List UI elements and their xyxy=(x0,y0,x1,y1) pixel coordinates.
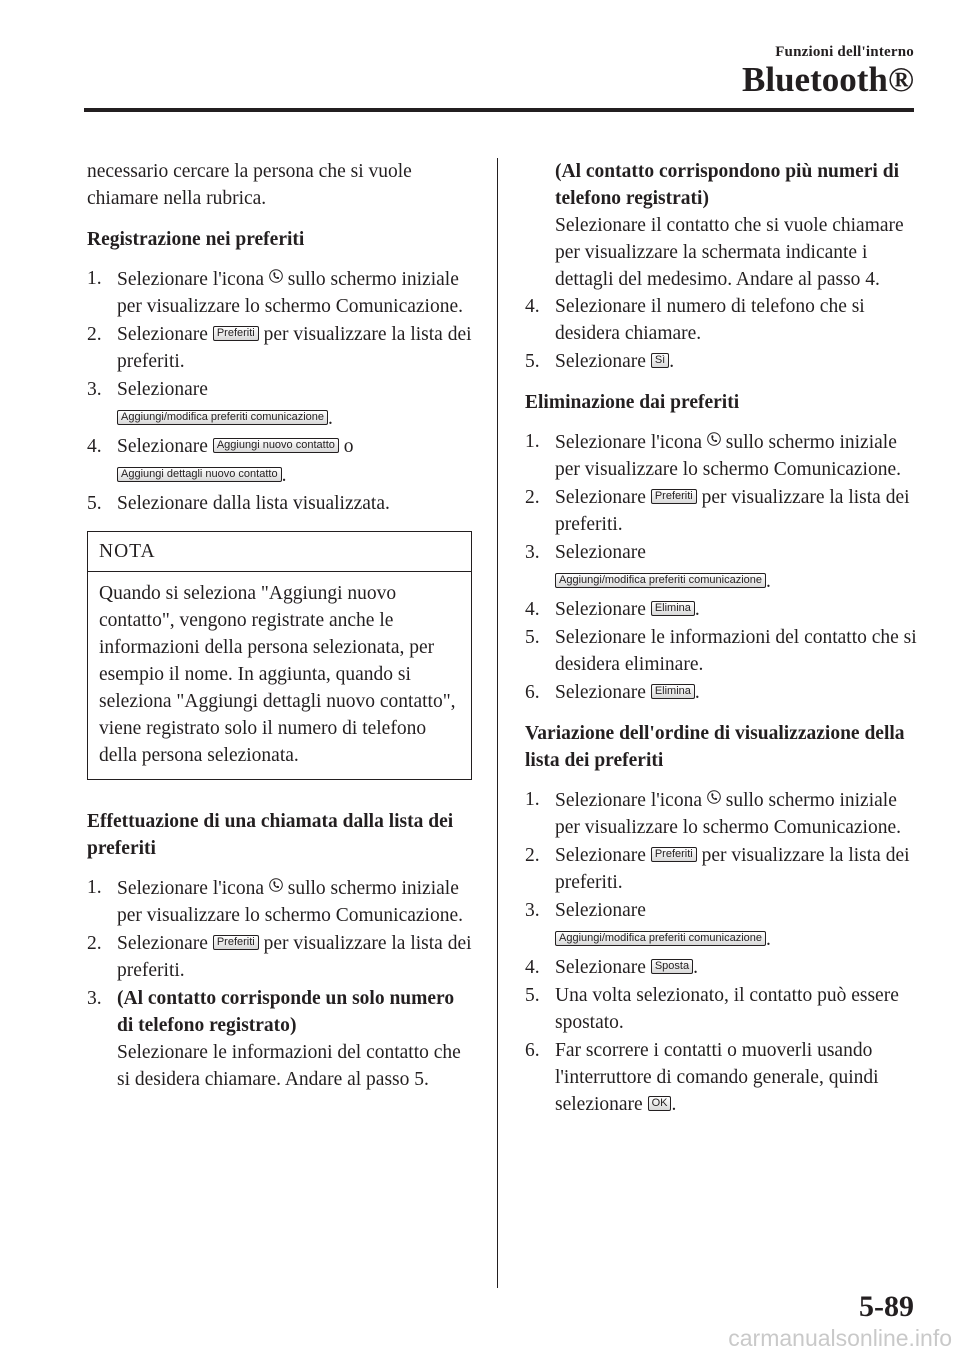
note-box xyxy=(87,531,472,780)
add-edit-favorites-button[interactable]: Aggiungi/modifica preferiti comunicazione xyxy=(555,573,766,588)
chapter-title: Bluetooth® xyxy=(742,60,914,99)
step-number: 4. xyxy=(525,296,540,317)
step-number: 5. xyxy=(525,985,540,1006)
step-number: 6. xyxy=(525,1040,540,1061)
step-text: sullo schermo iniziale per visualizzare lo schermo Comunicazione. xyxy=(555,790,901,838)
communication-phone-icon[interactable] xyxy=(707,428,721,444)
order-step-2 xyxy=(525,842,920,896)
page-number: 5-89 xyxy=(859,1290,914,1323)
step-text: Selezionare xyxy=(117,379,208,400)
communication-phone-icon[interactable] xyxy=(269,265,283,281)
add-new-contact-button[interactable]: Aggiungi nuovo contatto xyxy=(213,438,339,453)
del-step-2 xyxy=(525,484,920,538)
step-number: 2. xyxy=(525,845,540,866)
note-body: Quando si seleziona "Aggiungi nuovo contatto", vengono registrate anche le informazioni della persona selezionata, per esempio il nome. In aggiunta, quando si seleziona "Aggiungi dettagli nuovo contatto", viene registrato solo il numero di telefono della persona selezionata. xyxy=(99,583,456,766)
note-title: NOTA xyxy=(88,532,471,572)
step-text: Selezionare xyxy=(555,957,646,978)
ok-button[interactable]: OK xyxy=(648,1096,672,1111)
reg-step-2 xyxy=(87,321,472,375)
step-number: 4. xyxy=(525,599,540,620)
step-text: per visualizzare la lista dei preferiti. xyxy=(555,845,910,893)
paren-open: ( xyxy=(117,988,124,1009)
step-text: Selezionare xyxy=(555,351,646,372)
heading-reorder-favorites: Variazione dell'ordine di visualizzazione della lista dei preferiti xyxy=(525,723,905,771)
step-period: . xyxy=(281,465,287,486)
delete-button[interactable]: Elimina xyxy=(651,601,695,616)
step-text: Una volta selezionato, il contatto può essere spostato. xyxy=(555,985,899,1033)
call-step-5 xyxy=(525,348,920,375)
heading-delete-favorites: Eliminazione dai preferiti xyxy=(525,392,740,413)
paren-close: ) xyxy=(702,188,709,209)
right-column xyxy=(525,158,920,1118)
step-number: 4. xyxy=(525,957,540,978)
step-period: . xyxy=(669,351,675,372)
del-step-6 xyxy=(525,679,920,706)
call-step-3 xyxy=(87,985,472,1039)
step-number: 4. xyxy=(87,436,102,457)
communication-phone-icon[interactable] xyxy=(269,874,283,890)
preferiti-button[interactable]: Preferiti xyxy=(651,847,697,862)
condition-instructions: Selezionare il contatto che si vuole chiamare per visualizzare la schermata indicante i dettagli del medesimo. Andare al passo 4. xyxy=(555,215,904,290)
step-period: . xyxy=(694,599,700,620)
step-number: 1. xyxy=(525,431,540,452)
delete-button[interactable]: Elimina xyxy=(651,684,695,699)
preferiti-button[interactable]: Preferiti xyxy=(651,489,697,504)
call-step-1 xyxy=(87,874,472,929)
add-edit-favorites-button[interactable]: Aggiungi/modifica preferiti comunicazione xyxy=(117,410,328,425)
step-text: per visualizzare la lista dei preferiti. xyxy=(117,324,472,372)
call-step-4 xyxy=(525,293,920,347)
del-step-5 xyxy=(525,624,920,678)
step-text: Selezionare le informazioni del contatto che si desidera eliminare. xyxy=(555,627,917,675)
step-text: sullo schermo iniziale per visualizzare lo schermo Comunicazione. xyxy=(117,269,463,317)
step-text: Selezionare xyxy=(555,599,646,620)
step-text: Selezionare l'icona xyxy=(555,790,702,811)
del-step-1 xyxy=(525,428,920,483)
step-number: 6. xyxy=(525,682,540,703)
paren-close: ) xyxy=(289,1015,297,1036)
step-text: Selezionare il numero di telefono che si desidera chiamare. xyxy=(555,296,865,344)
step-number: 1. xyxy=(525,789,540,810)
paren-open: ( xyxy=(555,161,562,182)
reg-step-5 xyxy=(87,490,472,517)
order-step-6 xyxy=(525,1037,920,1118)
order-step-3 xyxy=(525,897,920,953)
condition-text: Al contatto corrisponde un solo numero di telefono registrato xyxy=(117,988,455,1036)
order-step-4 xyxy=(525,954,920,981)
left-column xyxy=(87,158,472,1093)
step-period: . xyxy=(671,1094,677,1115)
add-contact-details-button[interactable]: Aggiungi dettagli nuovo contatto xyxy=(117,467,282,482)
step-text: Selezionare xyxy=(117,933,208,954)
section-title: Funzioni dell'interno xyxy=(775,44,914,60)
step-number: 2. xyxy=(525,487,540,508)
preferiti-button[interactable]: Preferiti xyxy=(213,935,259,950)
move-button[interactable]: Sposta xyxy=(651,959,693,974)
order-step-1 xyxy=(525,786,920,841)
preferiti-button[interactable]: Preferiti xyxy=(213,326,259,341)
step-text: Selezionare xyxy=(555,542,646,563)
step-text: Selezionare xyxy=(555,845,646,866)
step-number: 1. xyxy=(87,268,102,289)
del-step-4 xyxy=(525,596,920,623)
step-period: . xyxy=(328,408,333,429)
step-text: Selezionare xyxy=(555,487,646,508)
step-period: . xyxy=(766,571,771,592)
step-period: . xyxy=(694,682,700,703)
reg-step-3 xyxy=(87,376,472,432)
del-step-3 xyxy=(525,539,920,595)
step-text: sullo schermo iniziale per visualizzare lo schermo Comunicazione. xyxy=(555,432,901,480)
header-rule xyxy=(84,108,914,112)
step-number: 2. xyxy=(87,933,102,954)
step-number: 5. xyxy=(525,351,540,372)
heading-call-from-favorites: Effettuazione di una chiamata dalla lista dei preferiti xyxy=(87,811,454,859)
step-number: 5. xyxy=(87,493,102,514)
heading-registration: Registrazione nei preferiti xyxy=(87,229,305,250)
order-step-5 xyxy=(525,982,920,1036)
step-text: Selezionare l'icona xyxy=(117,269,264,290)
step-text: Selezionare xyxy=(555,682,646,703)
step-number: 5. xyxy=(525,627,540,648)
step-number: 2. xyxy=(87,324,102,345)
step-text: Selezionare l'icona xyxy=(555,432,702,453)
step-text: Selezionare xyxy=(555,900,646,921)
reg-step-4 xyxy=(87,433,472,489)
column-divider xyxy=(497,158,498,1288)
step-text: Selezionare xyxy=(117,324,208,345)
step-text: Far scorrere i contatti o muoverli usando l'interruttore di comando generale, quindi selezionare xyxy=(555,1040,879,1115)
step-number: 1. xyxy=(87,877,102,898)
yes-button[interactable]: Sì xyxy=(651,353,669,368)
intro-text: necessario cercare la persona che si vuole chiamare nella rubrica. xyxy=(87,161,412,209)
call-step-3-text: Selezionare le informazioni del contatto che si desidera chiamare. Andare al passo 5. xyxy=(117,1042,461,1090)
step-text: Selezionare l'icona xyxy=(117,878,264,899)
step-number: 3. xyxy=(525,542,540,563)
add-edit-favorites-button[interactable]: Aggiungi/modifica preferiti comunicazione xyxy=(555,931,766,946)
step-period: . xyxy=(766,929,771,950)
step-number: 3. xyxy=(87,988,102,1009)
step-text: per visualizzare la lista dei preferiti. xyxy=(555,487,910,535)
step-text: Selezionare xyxy=(117,436,208,457)
step-text: Selezionare dalla lista visualizzata. xyxy=(117,493,390,514)
step-period: . xyxy=(693,957,698,978)
call-step-2 xyxy=(87,930,472,984)
step-text: per visualizzare la lista dei preferiti. xyxy=(117,933,472,981)
step-text: o xyxy=(343,436,354,457)
step-number: 3. xyxy=(525,900,540,921)
step-text: sullo schermo iniziale per visualizzare lo schermo Comunicazione. xyxy=(117,878,463,926)
step-number: 3. xyxy=(87,379,102,400)
reg-step-1 xyxy=(87,265,472,320)
communication-phone-icon[interactable] xyxy=(707,786,721,802)
condition-text: Al contatto corrispondono più numeri di telefono registrati xyxy=(555,161,899,209)
watermark: carmanualsonline.info xyxy=(728,1325,952,1351)
